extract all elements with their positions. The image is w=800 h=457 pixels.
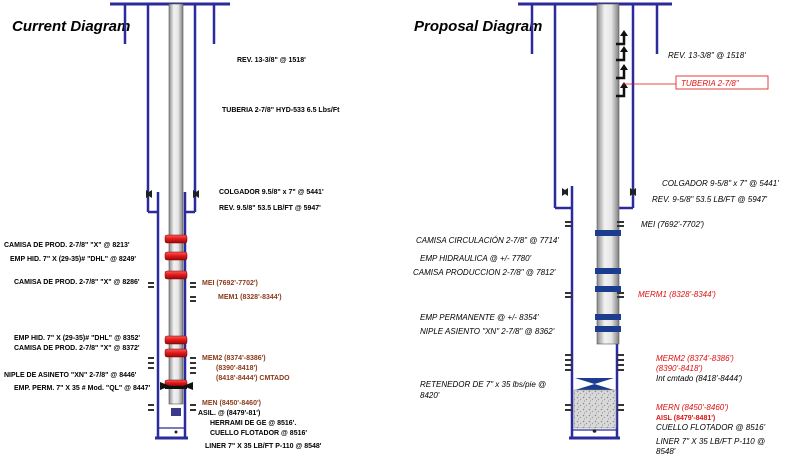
label-emp-hidraulica: EMP HIDRAULICA @ +/- 7780' <box>420 254 532 263</box>
sleeve-8372-icon <box>165 349 187 357</box>
packer-8249-icon <box>165 252 187 260</box>
label-emp-hid-1: EMP HID. 7" X (29-35)# "DHL" @ 8249' <box>10 256 137 263</box>
packer-8352-icon <box>165 336 187 344</box>
label-rev-9: REV. 9.5/8" 53.5 LB/FT @ 5947' <box>219 205 321 212</box>
current-diagram <box>4 4 340 450</box>
packer-7780-icon <box>595 268 621 274</box>
niple-8446-icon <box>165 380 187 386</box>
label-aisl: AISL (8479'-8481') <box>656 415 716 422</box>
float-collar-left <box>175 431 178 434</box>
label-herrami: HERRAMI DE GE @ 8516'. <box>210 420 297 427</box>
label-mem2-c: (8418'-8444') CMTADO <box>216 375 290 382</box>
current-diagram-title: Current Diagram <box>12 18 131 35</box>
label-colgador: COLGADOR 9.5/8" x 7" @ 5441' <box>219 189 324 196</box>
label-tuberia: TUBERIA 2-7/8" HYD-533 6.5 Lbs/Ft <box>222 107 340 114</box>
sleeve-7812-icon <box>595 286 621 292</box>
sleeve-7714-icon <box>595 230 621 236</box>
label-camisa-1: CAMISA DE PROD. 2-7/8" "X" @ 8213' <box>4 242 130 249</box>
label-asil: ASIL. @ (8479'-81') <box>198 410 261 417</box>
label-merm1: MERM1 (8328'-8344') <box>638 290 716 299</box>
cement-retainer <box>575 378 614 390</box>
label-retenedor-1: RETENEDOR DE 7" x 35 lbs/pie @ <box>420 380 547 389</box>
proposal-diagram <box>413 4 779 456</box>
label-emp-hid-2: EMP HID. 7" X (29-35)# "DHL" @ 8352' <box>14 335 141 342</box>
sleeve-8286-icon <box>165 271 187 279</box>
label-mei: MEI (7692'-7702') <box>202 280 258 287</box>
label-emp-perm: EMP. PERM. 7" X 35 # Mod. "QL" @ 8447' <box>14 385 151 392</box>
label-mern: MERN (8450'-8460') <box>656 403 729 412</box>
label-liner-right-1: LINER 7" X 35 LB/FT P-110 @ <box>656 437 766 446</box>
label-cuello-right: CUELLO FLOTADOR @ 8516' <box>656 423 766 432</box>
label-rev-13-right: REV. 13-3/8" @ 1518' <box>668 51 746 60</box>
label-camisa-2: CAMISA DE PROD. 2-7/8" "X" @ 8286' <box>14 279 140 286</box>
label-camisa-prod: CAMISA PRODUCCION 2-7/8" @ 7812' <box>413 268 556 277</box>
cement-plug <box>574 390 616 428</box>
label-mem2-b: (8390'-8418') <box>216 365 258 372</box>
label-rev-9-right: REV. 9-5/8" 53.5 LB/FT @ 5947' <box>652 195 768 204</box>
label-rev-13: REV. 13-3/8" @ 1518' <box>237 57 306 64</box>
label-cuello: CUELLO FLOTADOR @ 8516' <box>210 430 308 437</box>
label-camisa-circ: CAMISA CIRCULACIÓN 2-7/8" @ 7714' <box>416 236 559 245</box>
label-liner-right-2: 8548' <box>656 447 676 456</box>
label-mem1: MEM1 (8328'-8344') <box>218 294 282 301</box>
proposal-diagram-title: Proposal Diagram <box>414 18 543 35</box>
packer-8354-icon <box>595 314 621 320</box>
isolation-plug-left <box>171 408 181 416</box>
label-mem2-a: MEM2 (8374'-8386') <box>202 355 266 362</box>
label-men: MEN (8450'-8460') <box>202 400 261 407</box>
sleeve-8213-icon <box>165 235 187 243</box>
label-merm2-b: (8390'-8418') <box>656 364 703 373</box>
label-tuberia-right: TUBERIA 2-7/8" <box>681 79 739 88</box>
label-niple: NIPLE DE ASINETO "XN" 2-7/8" @ 8446' <box>4 372 137 379</box>
label-colgador-right: COLGADOR 9-5/8" x 7" @ 5441' <box>662 179 779 188</box>
label-int-cmtado: Int cmtado (8418'-8444') <box>656 374 743 383</box>
niple-8362-icon <box>595 326 621 332</box>
label-niple-right: NIPLE ASIENTO "XN" 2-7/8" @ 8362' <box>420 327 555 336</box>
label-retenedor-2: 8420' <box>420 391 440 400</box>
label-camisa-3: CAMISA DE PROD. 2-7/8" "X" @ 8372' <box>14 345 140 352</box>
label-liner: LINER 7" X 35 LB/FT P-110 @ 8548' <box>205 443 322 450</box>
float-collar-right <box>593 429 597 433</box>
label-mei-right: MEI (7692'-7702') <box>641 220 705 229</box>
tubing-right <box>597 4 619 344</box>
label-emp-permanente: EMP PERMANENTE @ +/- 8354' <box>420 313 539 322</box>
label-merm2-a: MERM2 (8374'-8386') <box>656 354 734 363</box>
